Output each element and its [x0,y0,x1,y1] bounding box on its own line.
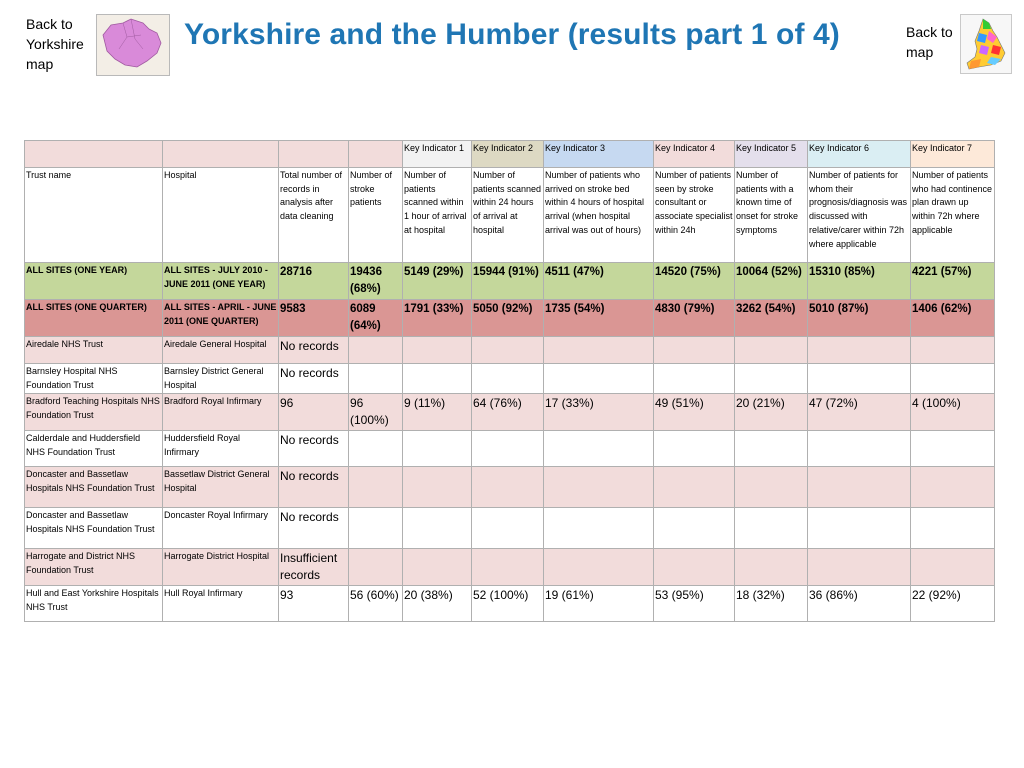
table-cell: 56 (60%) [349,586,403,622]
table-cell: ALL SITES (ONE QUARTER) [25,300,163,337]
table-cell: 10064 (52%) [735,263,808,300]
table-cell [472,431,544,467]
table-cell: 28716 [279,263,349,300]
table-cell: 4221 (57%) [911,263,995,300]
key-indicator-6-header: Key Indicator 6 [808,141,911,168]
table-cell [911,364,995,394]
table-cell: 19 (61%) [544,586,654,622]
table-cell [808,508,911,549]
table-row [25,394,995,431]
table-cell [472,337,544,364]
table-cell: 15310 (85%) [808,263,911,300]
table-cell [735,431,808,467]
table-cell: 49 (51%) [654,394,735,431]
column-header: Number of patients who had continence plan drawn up within 72h where applicable [911,168,995,263]
table-cell [911,431,995,467]
yorkshire-map-thumbnail[interactable] [96,14,170,76]
column-header-row [25,168,995,263]
blank-cell [163,141,279,168]
table-cell: No records [279,364,349,394]
table-cell: 20 (21%) [735,394,808,431]
trust-name-cell: Harrogate and District NHS Foundation Trust [25,549,163,586]
table-cell: 1791 (33%) [403,300,472,337]
table-cell: 47 (72%) [808,394,911,431]
table-cell [544,549,654,586]
key-indicator-4-header: Key Indicator 4 [654,141,735,168]
table-cell: 53 (95%) [654,586,735,622]
table-row [25,337,995,364]
table-cell [654,549,735,586]
table-cell [403,364,472,394]
table-cell [472,549,544,586]
table-cell: No records [279,337,349,364]
key-indicator-5-header: Key Indicator 5 [735,141,808,168]
table-cell: 19436 (68%) [349,263,403,300]
table-cell: 93 [279,586,349,622]
hospital-cell: Harrogate District Hospital [163,549,279,586]
table-cell [735,467,808,508]
key-indicator-2-header: Key Indicator 2 [472,141,544,168]
table-cell [808,364,911,394]
column-header: Number of patients scanned within 1 hour of arrival at hospital [403,168,472,263]
table-cell [544,431,654,467]
hospital-cell: Bradford Royal Infirmary [163,394,279,431]
table-cell [911,337,995,364]
trust-name-cell: Calderdale and Huddersfield NHS Foundation Trust [25,431,163,467]
table-cell [654,431,735,467]
table-cell [544,467,654,508]
table-cell [808,431,911,467]
table-cell: 22 (92%) [911,586,995,622]
column-header: Number of patients scanned within 24 hours of arrival at hospital [472,168,544,263]
table-cell [735,508,808,549]
table-cell [403,467,472,508]
table-cell [808,549,911,586]
column-header: Number of stroke patients [349,168,403,263]
trust-name-cell: Airedale NHS Trust [25,337,163,364]
table-cell: 52 (100%) [472,586,544,622]
table-cell [349,431,403,467]
table-cell: No records [279,431,349,467]
table-cell [808,467,911,508]
table-cell: 18 (32%) [735,586,808,622]
table-cell [403,508,472,549]
all-sites-one-quarter-row [25,300,995,337]
table-cell [403,549,472,586]
table-cell: 5010 (87%) [808,300,911,337]
page-title: Yorkshire and the Humber (results part 1 of 4) [184,18,840,51]
hospital-cell: Airedale General Hospital [163,337,279,364]
column-header: Number of patients for whom their prognosis/diagnosis was discussed with relative/carer within 72h where applicable [808,168,911,263]
table-cell [544,337,654,364]
table-cell [349,467,403,508]
table-row [25,364,995,394]
table-cell: 9583 [279,300,349,337]
blank-cell [25,141,163,168]
table-row [25,586,995,622]
table-cell [654,364,735,394]
hospital-cell: Hull Royal Infirmary [163,586,279,622]
table-cell: 5149 (29%) [403,263,472,300]
table-cell: 1735 (54%) [544,300,654,337]
table-cell: 1406 (62%) [911,300,995,337]
table-cell: ALL SITES - JULY 2010 - JUNE 2011 (ONE YEAR) [163,263,279,300]
table-cell: 14520 (75%) [654,263,735,300]
column-header: Hospital [163,168,279,263]
table-cell [735,549,808,586]
table-row [25,549,995,586]
table-cell: No records [279,467,349,508]
table-row [25,508,995,549]
table-cell [654,337,735,364]
table-row [25,431,995,467]
back-to-map-link[interactable]: Back to map [906,24,953,60]
table-cell: 5050 (92%) [472,300,544,337]
table-cell: 17 (33%) [544,394,654,431]
key-indicator-7-header: Key Indicator 7 [911,141,995,168]
table-cell [735,337,808,364]
results-table [24,140,995,622]
all-sites-one-year-row [25,263,995,300]
table-cell: 20 (38%) [403,586,472,622]
table-cell: 4830 (79%) [654,300,735,337]
table-cell [349,337,403,364]
table-cell [349,508,403,549]
table-cell [735,364,808,394]
table-cell [654,508,735,549]
hospital-cell: Bassetlaw District General Hospital [163,467,279,508]
blank-cell [349,141,403,168]
table-cell [349,549,403,586]
table-cell [472,508,544,549]
table-cell [911,549,995,586]
hospital-cell: Barnsley District General Hospital [163,364,279,394]
table-cell: 9 (11%) [403,394,472,431]
column-header: Number of patients with a known time of onset for stroke symptoms [735,168,808,263]
back-to-yorkshire-map-link[interactable]: Back to Yorkshire map [26,16,84,72]
trust-name-cell: Barnsley Hospital NHS Foundation Trust [25,364,163,394]
table-cell: 96 (100%) [349,394,403,431]
table-cell [911,508,995,549]
table-cell: ALL SITES - APRIL - JUNE 2011 (ONE QUARTER) [163,300,279,337]
key-indicator-1-header: Key Indicator 1 [403,141,472,168]
table-cell [403,337,472,364]
table-cell [403,431,472,467]
table-cell [472,467,544,508]
hospital-cell: Huddersfield Royal Infirmary [163,431,279,467]
table-cell: 3262 (54%) [735,300,808,337]
column-header: Total number of records in analysis after data cleaning [279,168,349,263]
table-cell [544,508,654,549]
trust-name-cell: Hull and East Yorkshire Hospitals NHS Trust [25,586,163,622]
table-cell: No records [279,508,349,549]
trust-name-cell: Doncaster and Bassetlaw Hospitals NHS Foundation Trust [25,508,163,549]
table-cell: ALL SITES (ONE YEAR) [25,263,163,300]
trust-name-cell: Bradford Teaching Hospitals NHS Foundation Trust [25,394,163,431]
trust-name-cell: Doncaster and Bassetlaw Hospitals NHS Foundation Trust [25,467,163,508]
table-cell [472,364,544,394]
column-header: Number of patients seen by stroke consultant or associate specialist within 24h [654,168,735,263]
table-cell: 4 (100%) [911,394,995,431]
blank-cell [279,141,349,168]
column-header: Trust name [25,168,163,263]
england-map-thumbnail[interactable] [960,14,1012,74]
table-cell [911,467,995,508]
table-cell [654,467,735,508]
table-cell [349,364,403,394]
column-header: Number of patients who arrived on stroke bed within 4 hours of hospital arrival (when hospital arrival was out of hours) [544,168,654,263]
table-cell: Insufficient records [279,549,349,586]
table-cell: 96 [279,394,349,431]
table-row [25,467,995,508]
table-cell: 4511 (47%) [544,263,654,300]
table-cell: 15944 (91%) [472,263,544,300]
table-cell: 36 (86%) [808,586,911,622]
table-cell [808,337,911,364]
table-cell [544,364,654,394]
key-indicator-row [25,141,995,168]
key-indicator-3-header: Key Indicator 3 [544,141,654,168]
table-cell: 64 (76%) [472,394,544,431]
hospital-cell: Doncaster Royal Infirmary [163,508,279,549]
table-cell: 6089 (64%) [349,300,403,337]
